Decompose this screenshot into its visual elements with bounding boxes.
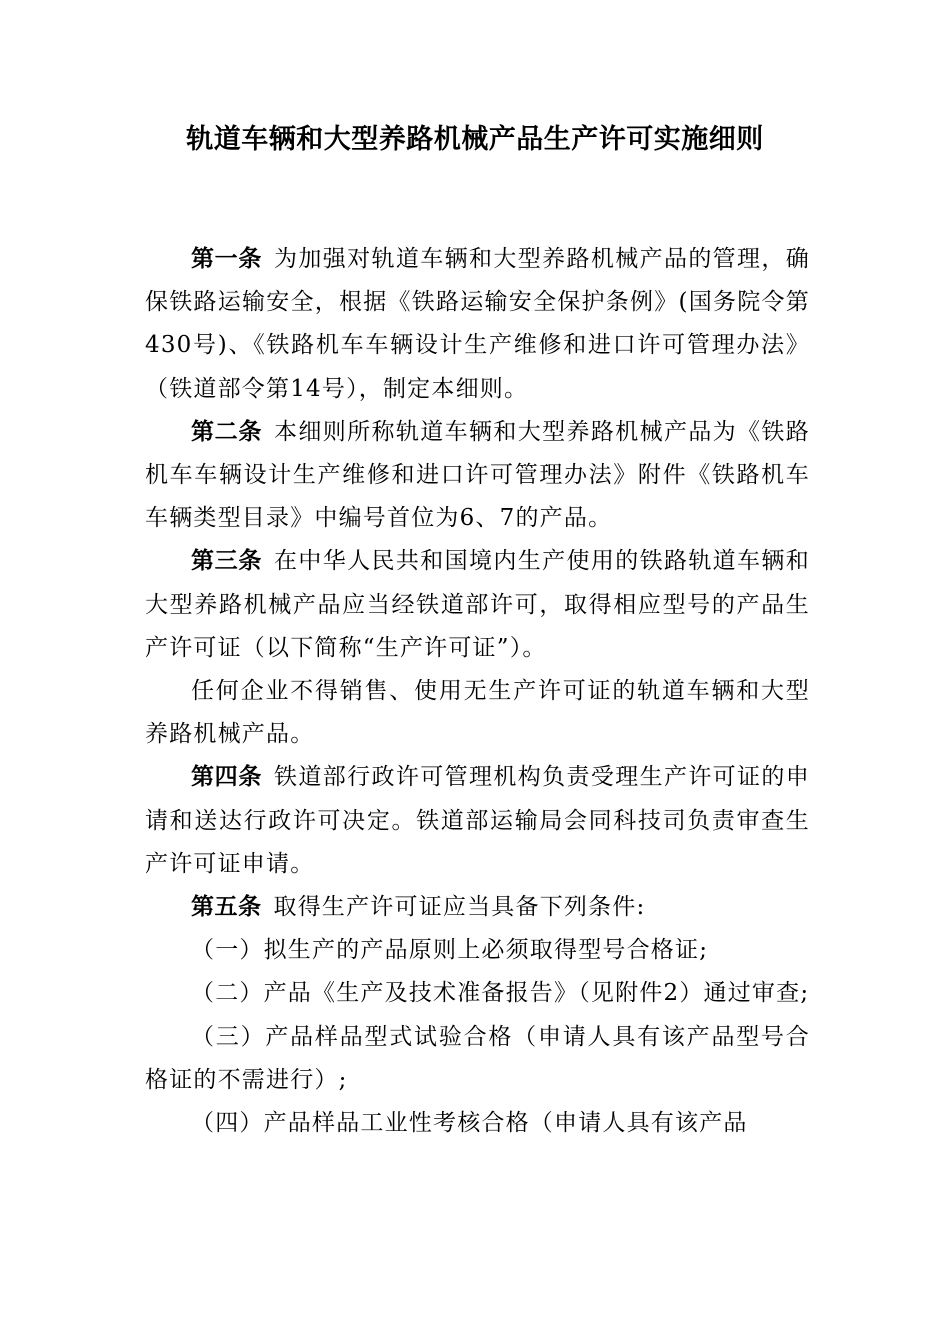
list-item-text: （三）产品样品型式试验合格（申请人具有该产品型号合格证的不需进行）; (145, 1023, 810, 1093)
list-item (145, 1102, 810, 1145)
article-number: 第四条 (191, 764, 263, 791)
list-item (145, 972, 810, 1015)
article-text: 本细则所称轨道车辆和大型养路机械产品为《铁路机车车辆设计生产维修和进口许可管理办法》附件《铁路机车车辆类型目录》中编号首位为6、7的产品。 (145, 418, 810, 532)
body-paragraph (145, 670, 810, 756)
list-item (145, 929, 810, 972)
article-paragraph (145, 540, 810, 670)
article-paragraph (145, 886, 810, 929)
paragraph-text: 任何企业不得销售、使用无生产许可证的轨道车辆和大型养路机械产品。 (145, 678, 810, 748)
list-item-text: （一）拟生产的产品原则上必须取得型号合格证; (191, 937, 709, 964)
article-number: 第二条 (191, 418, 263, 445)
article-text: 为加强对轨道车辆和大型养路机械产品的管理，确保铁路运输安全，根据《铁路运输安全保护条例》(国务院令第430号)、《铁路机车车辆设计生产维修和进口许可管理办法》（铁道部令第14号），制定本细则。 (145, 246, 810, 402)
list-item (145, 1016, 810, 1102)
article-number: 第五条 (191, 894, 262, 921)
article-text: 铁道部行政许可管理机构负责受理生产许可证的申请和送达行政许可决定。铁道部运输局会同科技司负责审查生产许可证申请。 (145, 764, 810, 877)
list-item-text: （二）产品《生产及技术准备报告》（见附件2）通过审查; (191, 980, 810, 1007)
list-item-text: （四）产品样品工业性考核合格（申请人具有该产品 (191, 1110, 748, 1137)
article-text: 取得生产许可证应当具备下列条件: (273, 894, 646, 921)
article-paragraph (145, 756, 810, 886)
document-body (145, 238, 810, 1145)
article-number: 第一条 (191, 246, 263, 272)
article-text: 在中华人民共和国境内生产使用的铁路轨道车辆和大型养路机械产品应当经铁道部许可，取得相应型号的产品生产许可证（以下简称“生产许可证”）。 (145, 548, 810, 661)
article-paragraph (145, 411, 810, 541)
article-number: 第三条 (191, 548, 263, 575)
document-title: 轨道车辆和大型养路机械产品生产许可实施细则 (186, 124, 764, 155)
article-paragraph (145, 238, 810, 411)
